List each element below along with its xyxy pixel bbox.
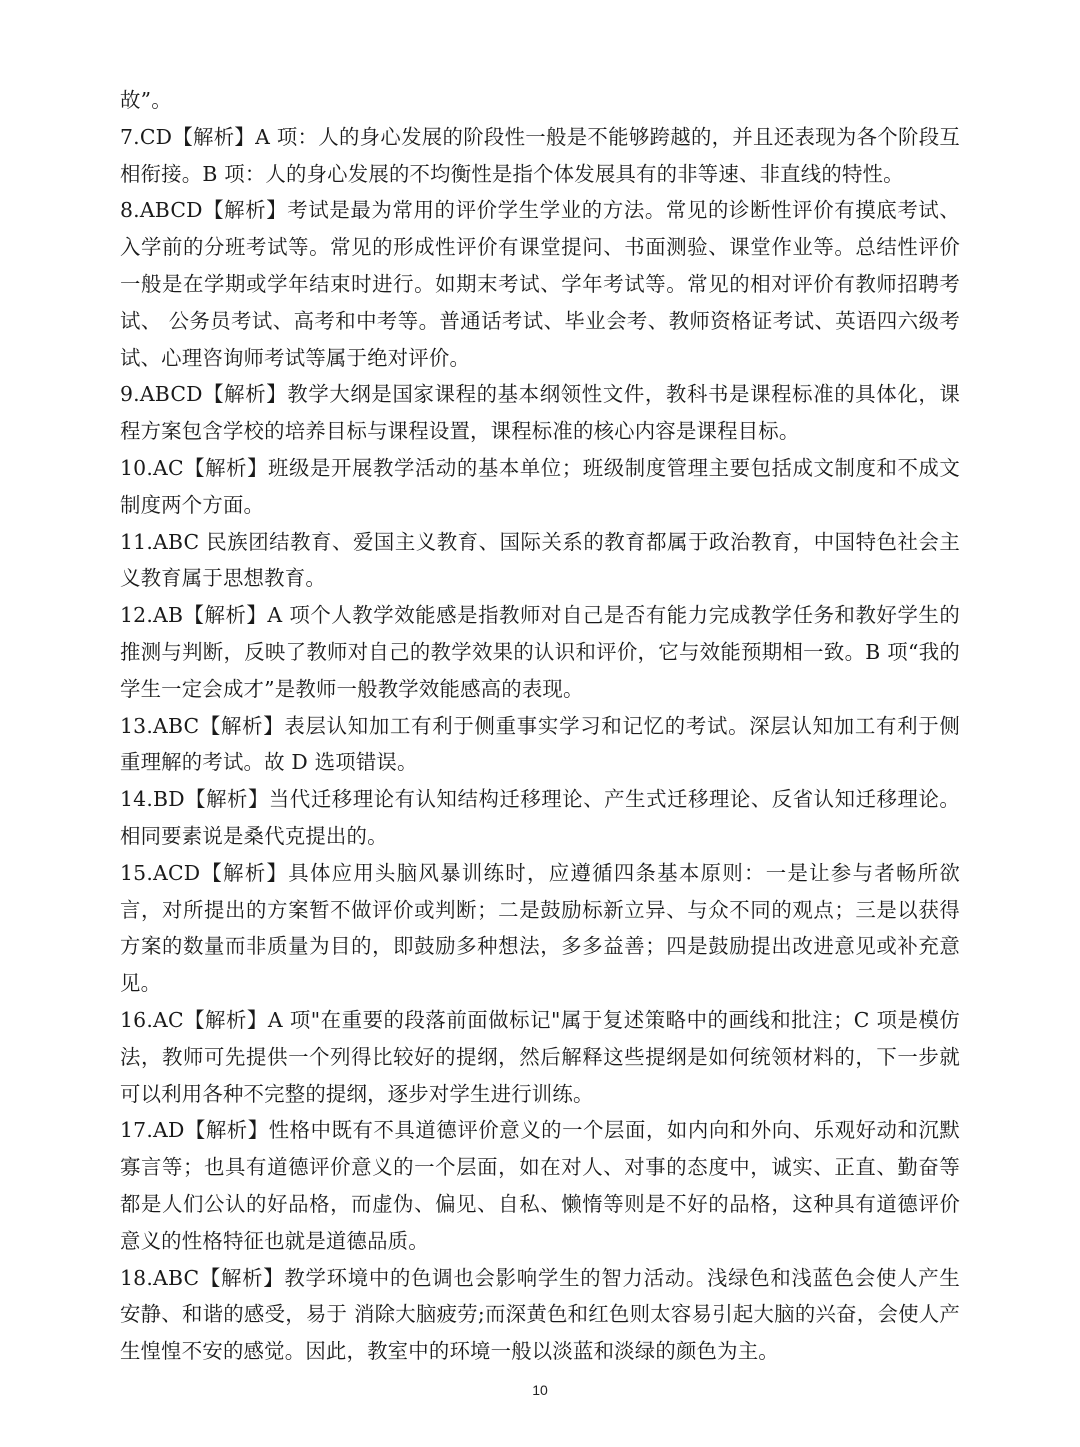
answer-17: 17.AD【解析】性格中既有不具道德评价意义的一个层面，如内向和外向、乐观好动和沉默寡言等；也具有道德评价意义的一个层面，如在对人、对事的态度中，诚实、正直、勤奋等都是人们公认的好品格，而虚伪、偏见、自私、懒惰等则是不好的品格，这种具有道德评价意义的性格特征也就是道德品质。 <box>120 1118 960 1253</box>
answer-13: 13.ABC【解析】表层认知加工有利于侧重事实学习和记忆的考试。深层认知加工有利于侧重理解的考试。故 D 选项错误。 <box>120 713 960 775</box>
answer-15: 15.ACD【解析】具体应用头脑风暴训练时，应遵循四条基本原则：一是让参与者畅所欲言，对所提出的方案暂不做评价或判断；二是鼓励标新立异、与众不同的观点；三是以获得方案的数量而非质量为目的，即鼓励多种想法，多多益善；四是鼓励提出改进意见或补充意见。 <box>120 860 960 996</box>
answer-16: 16.AC【解析】A 项"在重要的段落前面做标记"属于复述策略中的画线和批注；C 项是模仿法，教师可先提供一个列得比较好的提纲，然后解释这些提纲是如何统领材料的，下一步就可以利用各种不完整的提纲，逐步对学生进行训练。 <box>120 1007 960 1106</box>
answer-8: 8.ABCD【解析】考试是最为常用的评价学生学业的方法。常见的诊断性评价有摸底考试、入学前的分班考试等。常见的形成性评价有课堂提问、书面测验、课堂作业等。总结性评价一般是在学期或学年结束时进行。如期末考试、学年考试等。常见的相对评价有教师招聘考试、 公务员考试、高考和中考等。普通话考试、毕业会考、教师资格证考试、英语四六级考试、心理咨询师考试等属于绝对评价。 <box>120 198 960 370</box>
answer-14: 14.BD【解析】当代迁移理论有认知结构迁移理论、产生式迁移理论、反省认知迁移理论。相同要素说是桑代克提出的。 <box>120 787 960 848</box>
answer-10: 10.AC【解析】班级是开展教学活动的基本单位；班级制度管理主要包括成文制度和不成文制度两个方面。 <box>120 455 960 517</box>
answer-explanations <box>120 82 960 1370</box>
answer-18: 18.ABC【解析】教学环境中的色调也会影响学生的智力活动。浅绿色和浅蓝色会使人产生安静、和谐的感受，易于 消除大脑疲劳;而深黄色和红色则太容易引起大脑的兴奋，会使人产生惶惶不安的感觉。因此，教室中的环境一般以淡蓝和淡绿的颜色为主。 <box>120 1265 960 1364</box>
answer-12: 12.AB【解析】A 项个人教学效能感是指教师对自己是否有能力完成教学任务和教好学生的推测与判断，反映了教师对自己的教学效果的认识和评价，它与效能预期相一致。B 项“我的学生一定会成才”是教师一般教学效能感高的表现。 <box>120 603 960 701</box>
answer-7: 7.CD【解析】A 项：人的身心发展的阶段性一般是不能够跨越的，并且还表现为各个阶段互相衔接。B 项：人的身心发展的不均衡性是指个体发展具有的非等速、非直线的特性。 <box>120 124 960 186</box>
paragraph-fragment: 故”。 <box>120 88 172 112</box>
answer-9: 9.ABCD【解析】教学大纲是国家课程的基本纲领性文件，教科书是课程标准的具体化，课程方案包含学校的培养目标与课程设置，课程标准的核心内容是课程目标。 <box>120 382 960 444</box>
answer-11: 11.ABC 民族团结教育、爱国主义教育、国际关系的教育都属于政治教育，中国特色社会主义教育属于思想教育。 <box>120 529 960 591</box>
page-number: 10 <box>532 1382 548 1398</box>
